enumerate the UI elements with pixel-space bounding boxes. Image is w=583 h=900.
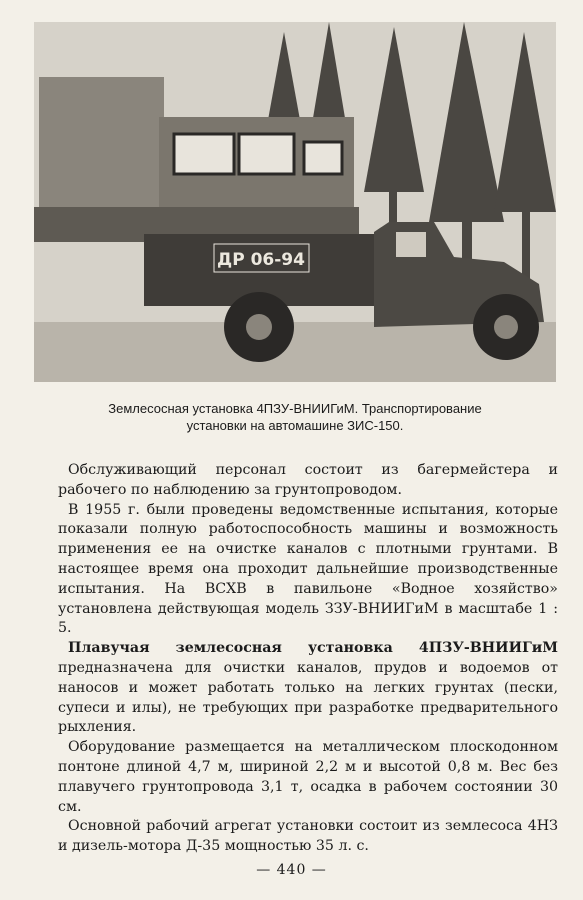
paragraph-equipment: Оборудование размещается на металлическом плоскодонном понтоне длиной 4,7 м, шириной 2,2 м и высотой 0,8 м. Вес без плавучего грунтопровода 3,1 т, осадка в рабочем состоянии 30 см. [58, 739, 558, 815]
body-text [58, 461, 558, 857]
section-heading: Плавучая землесосная установка 4ПЗУ-ВНИИГиМ [68, 640, 558, 657]
page-number: — 440 — [256, 862, 327, 878]
truck-illustration [34, 22, 556, 382]
caption-line-2: установки на автомашине ЗИС-150. [186, 418, 404, 433]
paragraph-aggregate: Основной рабочий агрегат установки состоит из землесоса 4НЗ и дизель-мотора Д-35 мощностью 35 л. с. [58, 818, 558, 855]
paragraph-tests: В 1955 г. были проведены ведомственные испытания, которые показали полную работоспособность машины и возможность применения ее на очистке каналов с плотными грунтами. В настоящее время она проходит дальнейшие производственные испытания. На ВСХВ в павильоне «Водное хозяйство» установлена действующая модель ЗЗУ-ВНИИГиМ в масштабе 1 : 5. [58, 501, 558, 637]
paragraph-staff: Обслуживающий персонал состоит из багермейстера и рабочего по наблюдению за грунтопроводом. [58, 462, 558, 498]
caption-line-1: Землесосная установка 4ПЗУ-ВНИИГиМ. Транспортирование [108, 401, 482, 416]
truck-photo [34, 22, 556, 382]
license-plate: ДР 06-94 [217, 250, 305, 270]
figure-caption [34, 400, 556, 434]
paragraph-floating-unit [58, 639, 558, 738]
section-text: предназначена для очистки каналов, прудов и водоемов от наносов и может работать только на легких грунтах (пески, супеси и илы), не требующих при разработке предварительного рыхления. [58, 659, 558, 736]
